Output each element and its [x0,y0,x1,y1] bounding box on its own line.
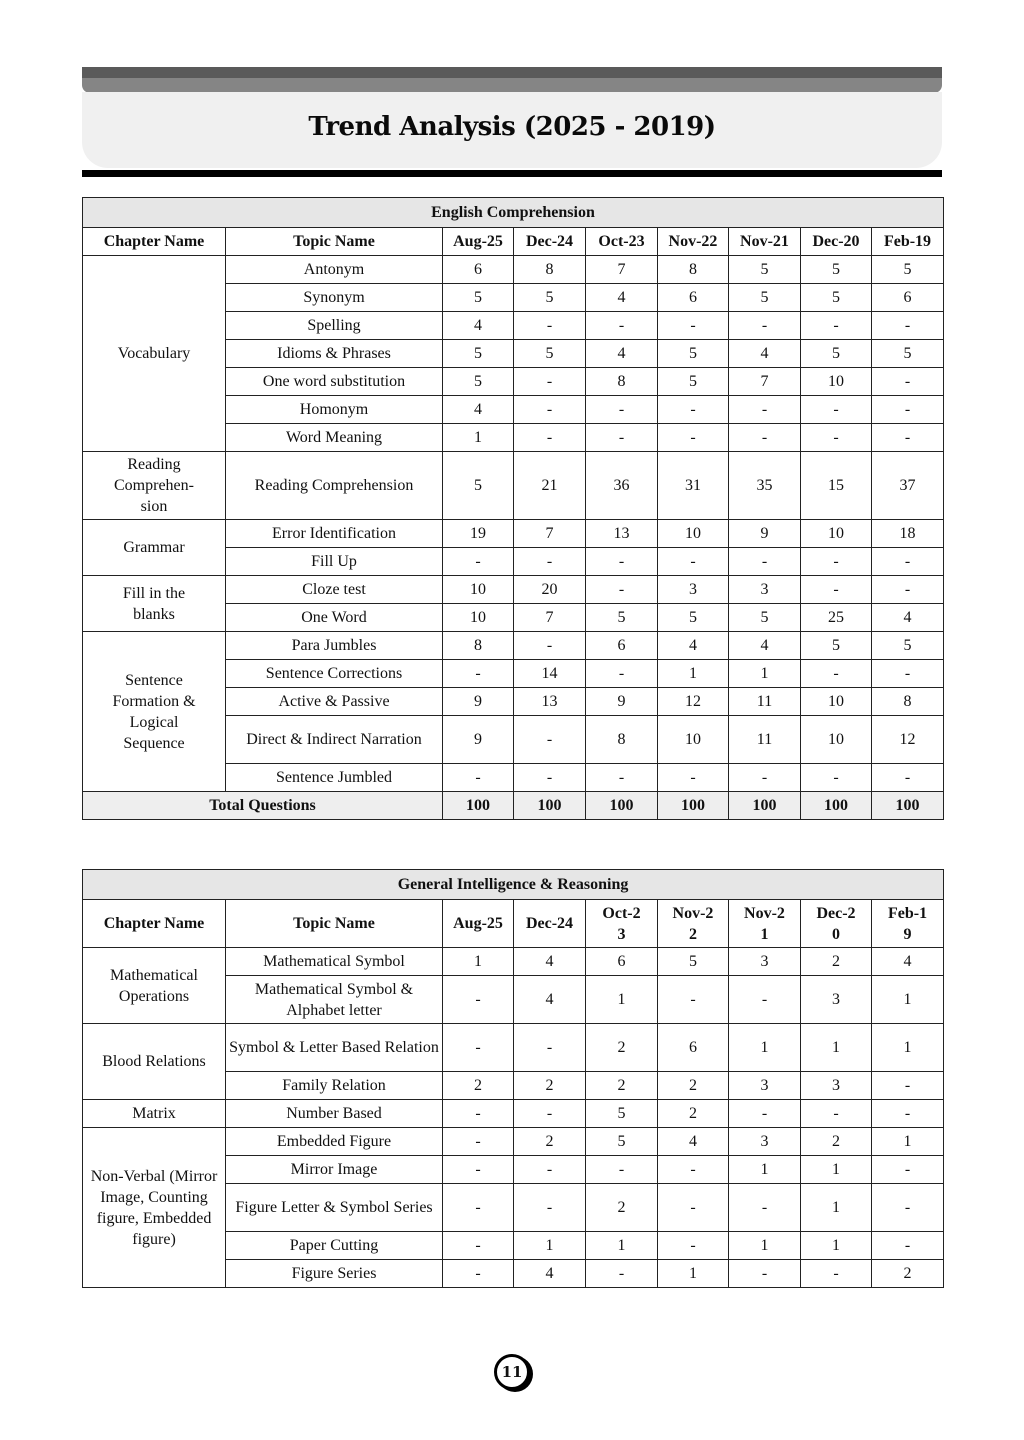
title-divider [82,170,942,177]
value-cell: - [514,764,586,792]
total-label: Total Questions [83,792,443,820]
topic-name-header: Topic Name [226,900,443,948]
value-cell: - [658,548,729,576]
value-cell: 4 [586,340,658,368]
value-cell: - [443,660,514,688]
total-value-cell: 100 [729,792,801,820]
exam-header: Oct-23 [586,900,658,948]
value-cell: - [586,1156,658,1184]
value-cell: 4 [729,632,801,660]
topic-name-cell: One word substitution [226,368,443,396]
value-cell: 35 [729,452,801,520]
value-cell: 5 [872,632,944,660]
topic-name-cell: One Word [226,604,443,632]
value-cell: - [443,1184,514,1232]
topic-name-cell: Mathematical Symbol [226,948,443,976]
value-cell: 13 [586,520,658,548]
exam-header: Feb-19 [872,900,944,948]
value-cell: - [658,1184,729,1232]
page-number: 11 [494,1354,530,1390]
topic-name-cell: Reading Comprehension [226,452,443,520]
value-cell: 2 [801,948,872,976]
value-cell: - [729,312,801,340]
value-cell: 5 [443,368,514,396]
value-cell: 10 [801,716,872,764]
value-cell: 10 [801,688,872,716]
value-cell: 5 [729,256,801,284]
value-cell: - [514,1100,586,1128]
value-cell: 9 [586,688,658,716]
value-cell: 4 [872,948,944,976]
value-cell: - [872,312,944,340]
exam-header: Nov-21 [729,900,801,948]
value-cell: 4 [729,340,801,368]
section-title: General Intelligence & Reasoning [83,870,944,900]
value-cell: 37 [872,452,944,520]
value-cell: 7 [729,368,801,396]
value-cell: 1 [586,976,658,1024]
value-cell: 7 [514,520,586,548]
value-cell: - [514,548,586,576]
value-cell: 5 [443,452,514,520]
value-cell: - [586,576,658,604]
value-cell: - [586,1260,658,1288]
exam-header: Aug-25 [443,900,514,948]
value-cell: - [586,764,658,792]
value-cell: - [872,1184,944,1232]
value-cell: 1 [872,1024,944,1072]
value-cell: 6 [586,948,658,976]
topic-name-header: Topic Name [226,228,443,256]
topic-name-cell: Error Identification [226,520,443,548]
chapter-name-cell: Grammar [83,520,226,576]
section-title-row [83,870,944,900]
value-cell: - [658,976,729,1024]
value-cell: 11 [729,688,801,716]
chapter-name-cell: Reading Comprehen-sion [83,452,226,520]
value-cell: 36 [586,452,658,520]
value-cell: - [514,424,586,452]
chapter-name-cell: Vocabulary [83,256,226,452]
value-cell: - [443,1156,514,1184]
value-cell: 5 [801,284,872,312]
value-cell: 10 [658,716,729,764]
chapter-name-cell: Matrix [83,1100,226,1128]
table-row [83,520,944,548]
value-cell: 1 [729,1024,801,1072]
value-cell: 21 [514,452,586,520]
topic-name-cell: Sentence Corrections [226,660,443,688]
value-cell: - [872,424,944,452]
value-cell: 15 [801,452,872,520]
topic-name-cell: Cloze test [226,576,443,604]
value-cell: - [801,396,872,424]
value-cell: 5 [658,604,729,632]
exam-header: Feb-19 [872,228,944,256]
table-row [83,1024,944,1072]
table-row [83,452,944,520]
value-cell: 31 [658,452,729,520]
exam-header: Oct-23 [586,228,658,256]
chapter-name-cell: Blood Relations [83,1024,226,1100]
exam-header: Dec-20 [801,900,872,948]
value-cell: 2 [443,1072,514,1100]
value-cell: 5 [586,604,658,632]
value-cell: 5 [801,256,872,284]
exam-header: Dec-20 [801,228,872,256]
value-cell: 4 [514,948,586,976]
value-cell: 5 [658,340,729,368]
total-row [83,792,944,820]
value-cell: 5 [801,632,872,660]
reasoning-table [82,869,944,1288]
value-cell: - [872,1156,944,1184]
value-cell: 5 [443,340,514,368]
value-cell: 3 [729,948,801,976]
exam-header: Nov-22 [658,900,729,948]
value-cell: - [514,1156,586,1184]
value-cell: 12 [658,688,729,716]
exam-header: Nov-22 [658,228,729,256]
value-cell: 6 [872,284,944,312]
value-cell: 12 [872,716,944,764]
value-cell: - [443,764,514,792]
value-cell: - [872,660,944,688]
value-cell: 5 [514,284,586,312]
value-cell: 8 [443,632,514,660]
chapter-name-cell: Fill in the blanks [83,576,226,632]
banner-mid-bar [82,78,942,93]
value-cell: 5 [872,256,944,284]
value-cell: 10 [443,604,514,632]
topic-name-cell: Figure Letter & Symbol Series [226,1184,443,1232]
chapter-name-cell: Mathematical Operations [83,948,226,1024]
value-cell: - [729,548,801,576]
value-cell: 4 [658,632,729,660]
value-cell: 1 [801,1024,872,1072]
value-cell: - [872,396,944,424]
value-cell: 9 [443,688,514,716]
value-cell: 6 [443,256,514,284]
exam-header: Dec-24 [514,228,586,256]
value-cell: - [586,424,658,452]
topic-name-cell: Active & Passive [226,688,443,716]
topic-name-cell: Word Meaning [226,424,443,452]
value-cell: 10 [658,520,729,548]
value-cell: 18 [872,520,944,548]
value-cell: 2 [586,1072,658,1100]
value-cell: - [658,1232,729,1260]
topic-name-cell: Mirror Image [226,1156,443,1184]
value-cell: 1 [658,1260,729,1288]
value-cell: - [658,396,729,424]
value-cell: - [443,1024,514,1072]
total-value-cell: 100 [514,792,586,820]
section-title: English Comprehension [83,198,944,228]
value-cell: 1 [801,1184,872,1232]
value-cell: 2 [586,1184,658,1232]
english-comprehension-table [82,197,944,820]
table-row [83,576,944,604]
chapter-name-header: Chapter Name [83,900,226,948]
value-cell: 13 [514,688,586,716]
total-value-cell: 100 [801,792,872,820]
value-cell: - [729,976,801,1024]
value-cell: 6 [658,284,729,312]
total-value-cell: 100 [872,792,944,820]
value-cell: 2 [658,1072,729,1100]
value-cell: - [443,1128,514,1156]
value-cell: - [658,764,729,792]
value-cell: 8 [658,256,729,284]
value-cell: - [514,716,586,764]
value-cell: - [872,548,944,576]
value-cell: 3 [801,976,872,1024]
value-cell: - [872,576,944,604]
value-cell: - [586,548,658,576]
value-cell: 5 [872,340,944,368]
value-cell: - [872,1072,944,1100]
table-row [83,1128,944,1156]
value-cell: 3 [729,1072,801,1100]
value-cell: 1 [872,1128,944,1156]
value-cell: - [729,396,801,424]
value-cell: 2 [872,1260,944,1288]
value-cell: - [801,1100,872,1128]
value-cell: 3 [729,576,801,604]
value-cell: 4 [872,604,944,632]
value-cell: 2 [514,1072,586,1100]
value-cell: - [872,368,944,396]
value-cell: - [658,424,729,452]
value-cell: 1 [801,1232,872,1260]
value-cell: 2 [586,1024,658,1072]
value-cell: - [443,976,514,1024]
chapter-name-header: Chapter Name [83,228,226,256]
value-cell: 5 [729,604,801,632]
value-cell: 5 [586,1100,658,1128]
page-title: Trend Analysis (2025 - 2019) [308,112,716,142]
exam-header: Dec-24 [514,900,586,948]
value-cell: - [658,312,729,340]
value-cell: 10 [443,576,514,604]
value-cell: - [586,312,658,340]
value-cell: - [872,1100,944,1128]
value-cell: 8 [586,368,658,396]
value-cell: 4 [443,396,514,424]
value-cell: - [729,424,801,452]
value-cell: 2 [514,1128,586,1156]
value-cell: 2 [801,1128,872,1156]
value-cell: - [514,632,586,660]
value-cell: - [872,764,944,792]
value-cell: 1 [801,1156,872,1184]
value-cell: - [658,1156,729,1184]
value-cell: 5 [514,340,586,368]
exam-header: Nov-21 [729,228,801,256]
topic-name-cell: Fill Up [226,548,443,576]
value-cell: 5 [443,284,514,312]
value-cell: - [872,1232,944,1260]
value-cell: 7 [586,256,658,284]
value-cell: 7 [514,604,586,632]
value-cell: - [443,1260,514,1288]
value-cell: 10 [801,520,872,548]
value-cell: 1 [872,976,944,1024]
table-row [83,948,944,976]
value-cell: 8 [586,716,658,764]
header-row [83,228,944,256]
value-cell: - [514,1184,586,1232]
value-cell: - [443,548,514,576]
total-value-cell: 100 [443,792,514,820]
topic-name-cell: Number Based [226,1100,443,1128]
total-value-cell: 100 [658,792,729,820]
value-cell: 1 [729,1156,801,1184]
topic-name-cell: Antonym [226,256,443,284]
topic-name-cell: Spelling [226,312,443,340]
value-cell: 9 [729,520,801,548]
chapter-name-cell: Non-Verbal (Mirror Image, Counting figure, Embedded figure) [83,1128,226,1288]
topic-name-cell: Idioms & Phrases [226,340,443,368]
value-cell: 6 [658,1024,729,1072]
section-title-row [83,198,944,228]
value-cell: - [443,1232,514,1260]
value-cell: 11 [729,716,801,764]
value-cell: 9 [443,716,514,764]
value-cell: 1 [443,948,514,976]
chapter-name-cell: Sentence Formation & Logical Sequence [83,632,226,792]
topic-name-cell: Sentence Jumbled [226,764,443,792]
topic-name-cell: Paper Cutting [226,1232,443,1260]
value-cell: 2 [658,1100,729,1128]
value-cell: - [801,548,872,576]
header-row [83,900,944,948]
value-cell: - [514,1024,586,1072]
value-cell: 4 [443,312,514,340]
value-cell: - [801,1260,872,1288]
value-cell: 8 [514,256,586,284]
value-cell: 5 [658,948,729,976]
value-cell: - [514,368,586,396]
table-row [83,1100,944,1128]
topic-name-cell: Para Jumbles [226,632,443,660]
value-cell: - [514,312,586,340]
value-cell: 8 [872,688,944,716]
value-cell: 1 [586,1232,658,1260]
topic-name-cell: Mathematical Symbol & Alphabet letter [226,976,443,1024]
value-cell: 5 [729,284,801,312]
value-cell: 3 [729,1128,801,1156]
value-cell: - [729,764,801,792]
value-cell: 20 [514,576,586,604]
value-cell: 5 [658,368,729,396]
value-cell: - [586,396,658,424]
value-cell: - [586,660,658,688]
value-cell: 4 [514,1260,586,1288]
value-cell: 6 [586,632,658,660]
value-cell: - [514,396,586,424]
value-cell: 1 [729,1232,801,1260]
topic-name-cell: Homonym [226,396,443,424]
table-row [83,256,944,284]
topic-name-cell: Family Relation [226,1072,443,1100]
value-cell: - [801,764,872,792]
value-cell: 1 [514,1232,586,1260]
value-cell: - [729,1184,801,1232]
value-cell: - [801,660,872,688]
value-cell: 10 [801,368,872,396]
value-cell: 5 [801,340,872,368]
value-cell: 3 [801,1072,872,1100]
value-cell: 3 [658,576,729,604]
topic-name-cell: Direct & Indirect Narration [226,716,443,764]
exam-header: Aug-25 [443,228,514,256]
value-cell: 4 [658,1128,729,1156]
total-value-cell: 100 [586,792,658,820]
value-cell: 14 [514,660,586,688]
topic-name-cell: Symbol & Letter Based Relation [226,1024,443,1072]
value-cell: 4 [586,284,658,312]
value-cell: 19 [443,520,514,548]
value-cell: - [729,1100,801,1128]
value-cell: 1 [729,660,801,688]
value-cell: - [443,1100,514,1128]
table-row [83,632,944,660]
value-cell: - [801,424,872,452]
value-cell: 1 [443,424,514,452]
value-cell: - [801,576,872,604]
value-cell: 1 [658,660,729,688]
topic-name-cell: Embedded Figure [226,1128,443,1156]
value-cell: 5 [586,1128,658,1156]
topic-name-cell: Synonym [226,284,443,312]
value-cell: - [801,312,872,340]
value-cell: 25 [801,604,872,632]
topic-name-cell: Figure Series [226,1260,443,1288]
value-cell: - [729,1260,801,1288]
value-cell: 4 [514,976,586,1024]
